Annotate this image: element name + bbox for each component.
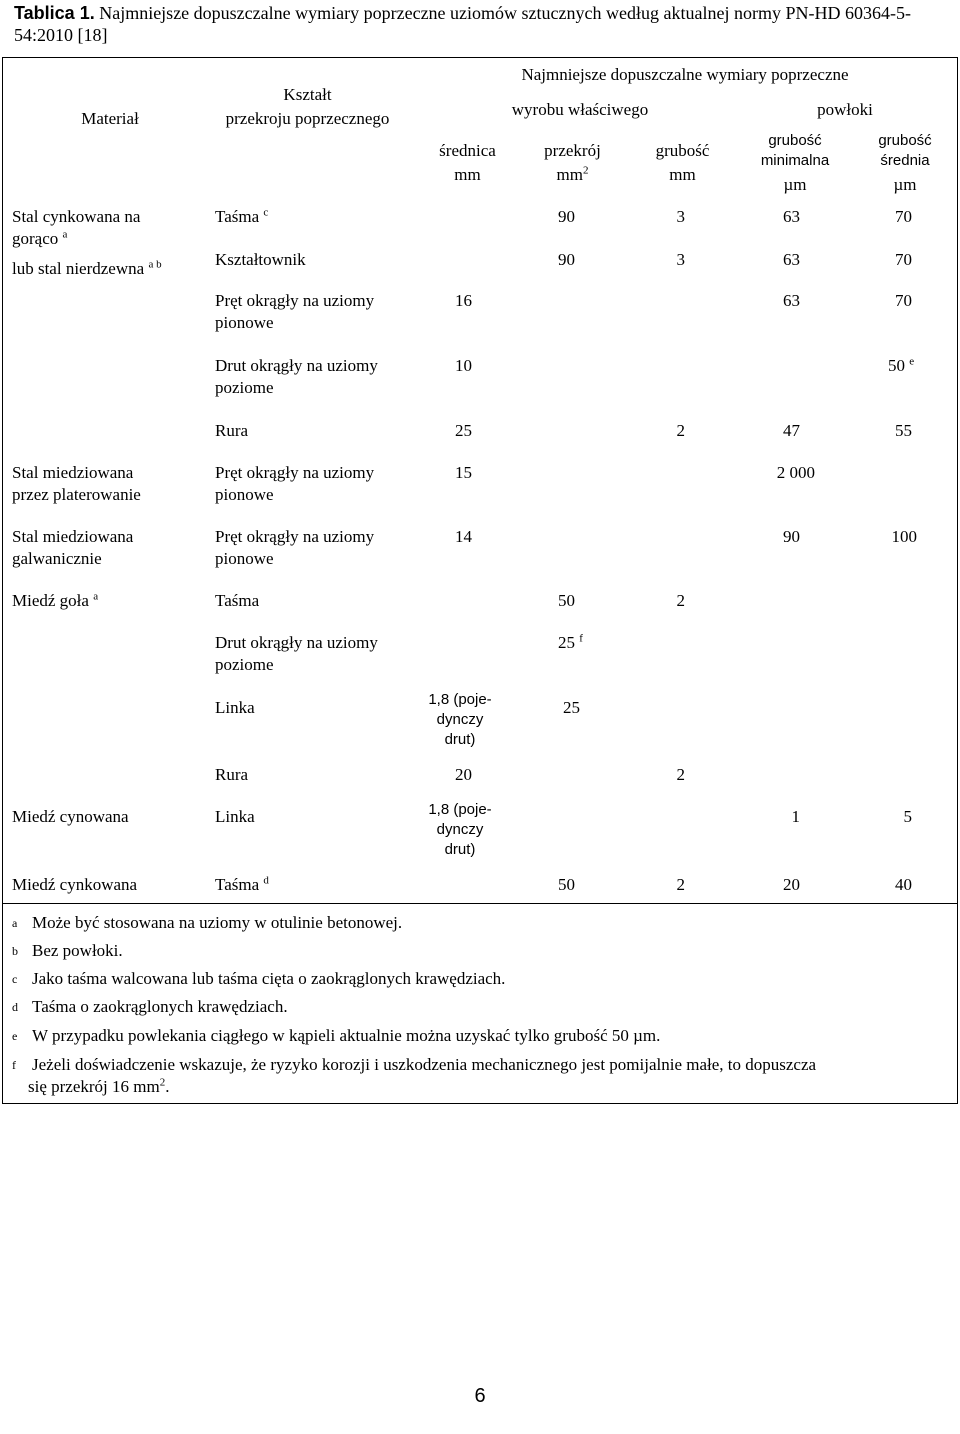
header-diameter-unit: mm <box>454 165 481 184</box>
header-avg-line1: grubość <box>878 132 932 149</box>
material-bare-copper: Miedź goła $^a$ <box>12 590 99 610</box>
row2-section: 90 <box>558 250 575 269</box>
row11-diameter: 20 <box>455 765 472 784</box>
row5-thickness: 2 <box>676 421 685 440</box>
row1-shape: Taśma $^c$ <box>215 206 269 226</box>
row12-shape: Linka <box>215 807 255 826</box>
notes-divider <box>2 903 958 904</box>
caption-label: Tablica 1. <box>14 3 95 23</box>
row5-diameter: 25 <box>455 421 472 440</box>
row5-avg: 55 <box>895 421 912 440</box>
row7-diameter: 14 <box>455 527 472 546</box>
row7-avg: 100 <box>891 527 917 546</box>
row13-min: 20 <box>783 875 800 894</box>
header-product: wyrobu właściwego <box>511 100 649 119</box>
material-copper-clad-steel: Stal miedziowana przez platerowanie <box>12 463 141 504</box>
row1-thickness: 3 <box>676 207 685 226</box>
header-section-unit: $mm^2$ <box>556 164 589 184</box>
footnote-d: d Taśma o zaokrąglonych krawędziach. <box>12 997 288 1016</box>
row12-min: 1 <box>791 807 800 826</box>
header-avg-line2: średnia <box>880 152 930 169</box>
row6-shape: Pręt okrągły na uziomy pionowe <box>215 463 375 504</box>
row2-thickness: 3 <box>676 250 685 269</box>
row9-shape: Drut okrągły na uziomy poziome <box>215 633 378 674</box>
row13-shape: Taśma $^d$ <box>215 874 269 894</box>
row8-thickness: 2 <box>676 591 685 610</box>
row4-avg: 50 $^e$ <box>888 355 915 375</box>
header-section: przekrój <box>544 141 601 160</box>
row3-avg: 70 <box>895 291 912 310</box>
material-tinned-copper: Miedź cynowana <box>12 807 129 826</box>
page-number: 6 <box>474 1385 486 1407</box>
row4-diameter: 10 <box>455 356 472 375</box>
row1-min: 63 <box>783 207 800 226</box>
material-electroplated-steel: Stal miedziowana galwanicznie <box>12 527 134 568</box>
row11-thickness: 2 <box>676 765 685 784</box>
header-min-line2: minimalna <box>760 152 830 169</box>
row5-shape: Rura <box>215 421 249 440</box>
row3-min: 63 <box>783 291 800 310</box>
material-galvanized: Stal cynkowana na gorąco $^a$ lub stal nierdzewna $^{a b}$ <box>12 207 162 278</box>
row6-min: 2 000 <box>776 463 815 482</box>
row10-section: 25 <box>563 698 580 717</box>
header-thickness: grubość <box>655 141 710 160</box>
material-galvanized-copper: Miedź cynkowana <box>12 875 138 894</box>
row6-diameter: 15 <box>455 463 472 482</box>
header-shape-line2: przekroju poprzecznego <box>225 109 390 128</box>
row11-shape: Rura <box>215 765 249 784</box>
header-thickness-unit: mm <box>669 165 696 184</box>
row5-min: 47 <box>783 421 800 440</box>
row8-section: 50 <box>558 591 575 610</box>
header-min-line1: grubość <box>768 132 822 149</box>
row2-min: 63 <box>783 250 800 269</box>
row12-diameter: 1,8 (poje- dynczy drut) <box>428 801 492 858</box>
row3-diameter: 16 <box>455 291 472 310</box>
header-shape-line1: Kształt <box>283 85 332 104</box>
caption-text: Najmniejsze dopuszczalne wymiary poprzeczne uziomów sztucznych według aktualnej normy PN-HD 60364-5-54:2010 [18] <box>14 3 911 45</box>
row12-avg: 5 <box>903 807 912 826</box>
row2-shape: Kształtownik <box>215 250 306 269</box>
footnote-a: a Może być stosowana na uziomy w otulinie betonowej. <box>12 913 403 932</box>
table-caption <box>14 2 944 46</box>
row3-shape: Pręt okrągły na uziomy pionowe <box>215 291 375 332</box>
footnote-f: f Jeżeli doświadczenie wskazuje, że ryzyko korozji i uszkodzenia mechanicznego jest pomijalnie małe, to dopuszcza się przekrój 16 $mm^2$. <box>12 1055 817 1096</box>
row10-diameter: 1,8 (poje- dynczy drut) <box>428 691 492 748</box>
footnote-c: c Jako taśma walcowana lub taśma cięta o zaokrąglonych krawędziach. <box>12 969 506 988</box>
row4-shape: Drut okrągły na uziomy poziome <box>215 356 378 397</box>
row10-shape: Linka <box>215 698 255 717</box>
header-diameter: średnica <box>439 141 496 160</box>
row7-shape: Pręt okrągły na uziomy pionowe <box>215 527 375 568</box>
row8-shape: Taśma <box>215 591 260 610</box>
row13-thickness: 2 <box>676 875 685 894</box>
header-coating: powłoki <box>817 100 873 119</box>
footnote-b: b Bez powłoki. <box>12 941 123 960</box>
header-material: Materiał <box>81 109 139 128</box>
row1-section: 90 <box>558 207 575 226</box>
row13-section: 50 <box>558 875 575 894</box>
row1-avg: 70 <box>895 207 912 226</box>
header-main: Najmniejsze dopuszczalne wymiary poprzeczne <box>521 65 849 84</box>
row7-min: 90 <box>783 527 800 546</box>
header-min-unit: µm <box>783 175 807 194</box>
footnote-e: e W przypadku powlekania ciągłego w kąpieli aktualnie można uzyskać tylko grubość 50 µm. <box>12 1026 661 1045</box>
row9-section: 25 $^f$ <box>558 632 583 652</box>
row2-avg: 70 <box>895 250 912 269</box>
header-avg-unit: µm <box>893 175 917 194</box>
row13-avg: 40 <box>895 875 912 894</box>
